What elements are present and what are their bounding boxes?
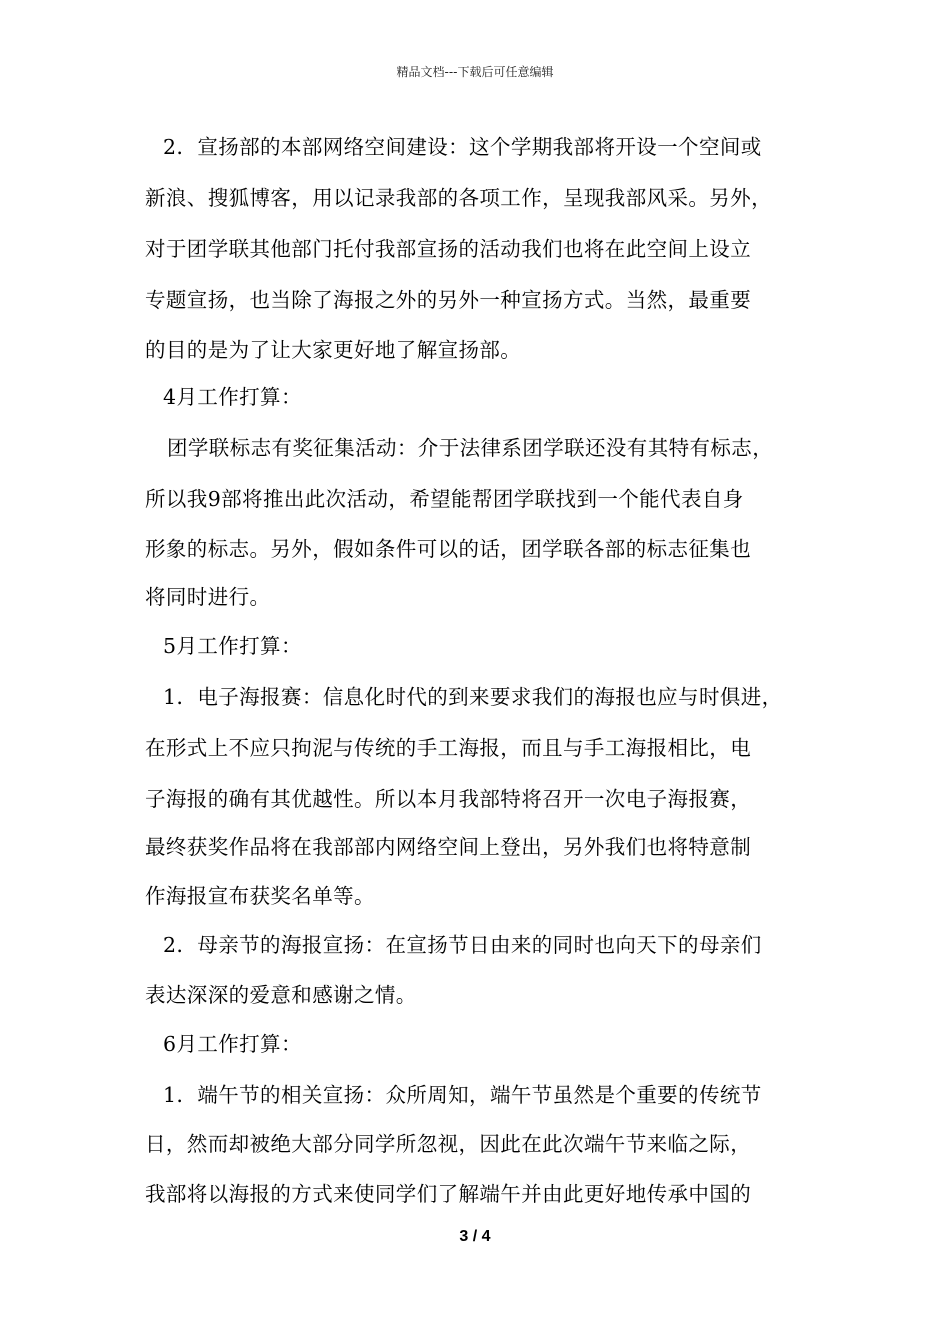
section-heading-april: 4月工作打算： (163, 385, 302, 409)
paragraph-line: 在形式上不应只拘泥与传统的手工海报，而且与手工海报相比，电 (145, 736, 752, 760)
page-header: 精品文档---下载后可任意编辑 (396, 65, 554, 79)
paragraph-line: 将同时进行。 (145, 585, 271, 609)
paragraph-line: 1．电子海报赛：信息化时代的到来要求我们的海报也应与时俱进， (163, 685, 783, 709)
paragraph-line: 日，然而却被绝大部分同学所忽视，因此在此次端午节来临之际， (145, 1132, 752, 1156)
paragraph-line: 作海报宣布获奖名单等。 (145, 884, 375, 908)
paragraph-line: 专题宣扬，也当除了海报之外的另外一种宣扬方式。当然，最重要 (145, 288, 752, 312)
section-heading-june: 6月工作打算： (163, 1032, 302, 1056)
paragraph-line: 最终获奖作品将在我部部内网络空间上登出，另外我们也将特意制 (145, 835, 752, 859)
paragraph-line: 对于团学联其他部门托付我部宣扬的活动我们也将在此空间上设立 (145, 237, 752, 261)
paragraph-line: 新浪、搜狐博客，用以记录我部的各项工作，呈现我部风采。另外， (145, 186, 772, 210)
paragraph-line: 2．母亲节的海报宣扬：在宣扬节日由来的同时也向天下的母亲们 (163, 933, 762, 957)
paragraph-line: 我部将以海报的方式来使同学们了解端午并由此更好地传承中国的 (145, 1182, 752, 1206)
paragraph-line: 形象的标志。另外，假如条件可以的话，团学联各部的标志征集也 (145, 537, 752, 561)
paragraph-line: 表达深深的爱意和感谢之情。 (145, 983, 417, 1007)
page-number: 3 / 4 (459, 1228, 491, 1245)
paragraph-line: 子海报的确有其优越性。所以本月我部特将召开一次电子海报赛， (145, 787, 752, 811)
paragraph-line: 1．端午节的相关宣扬：众所周知，端午节虽然是个重要的传统节 (163, 1083, 762, 1107)
paragraph-line: 所以我9部将推出此次活动，希望能帮团学联找到一个能代表自身 (145, 487, 744, 511)
paragraph-line: 团学联标志有奖征集活动：介于法律系团学联还没有其特有标志， (167, 436, 774, 460)
paragraph-line: 的目的是为了让大家更好地了解宣扬部。 (145, 338, 522, 362)
paragraph-line: 2．宣扬部的本部网络空间建设：这个学期我部将开设一个空间或 (163, 135, 762, 159)
section-heading-may: 5月工作打算： (163, 634, 302, 658)
